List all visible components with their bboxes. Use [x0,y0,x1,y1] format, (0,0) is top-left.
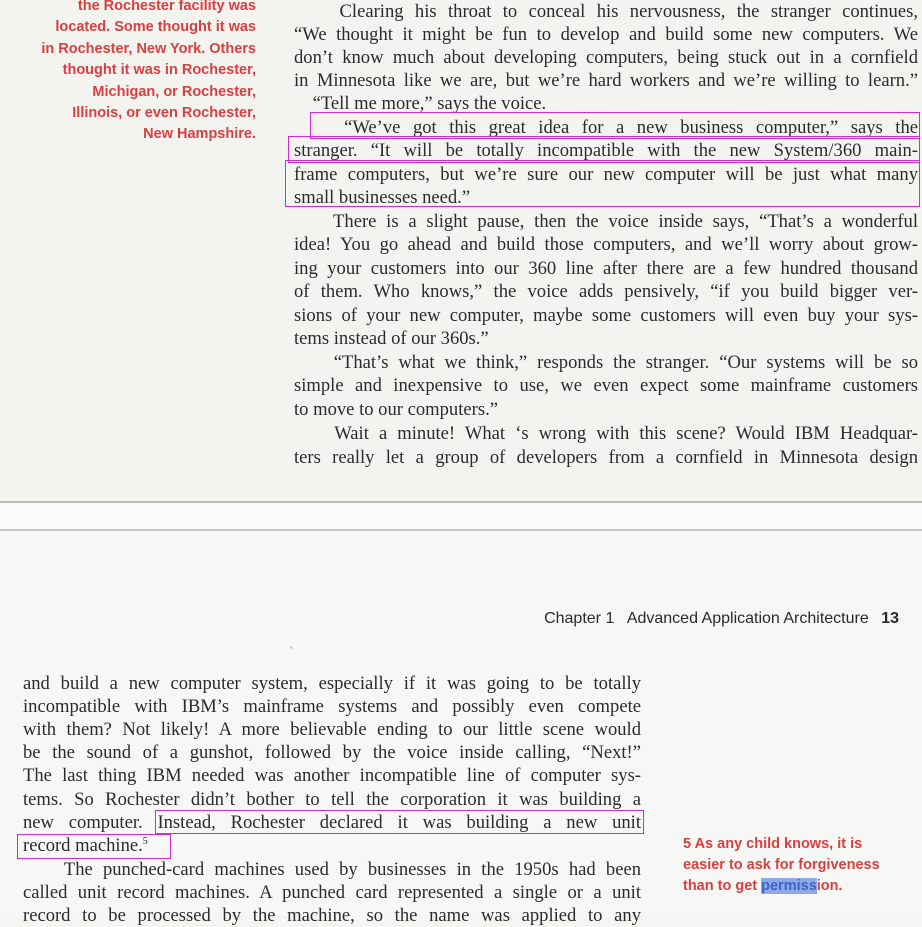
body-text-line [23,834,641,857]
footnote-text: than to get [683,878,762,894]
body-text-line: stranger. “It will be totally incompatible with the new System/360 main- [294,140,918,161]
footnote-text: ion. [816,878,843,894]
chapter-label: Chapter 1 [544,610,615,627]
line-text: record machine. [23,835,143,856]
margin-note-line: the Rochester facility was [77,0,256,14]
body-text-line: and build a new computer system, especially if it was going to be totally [23,673,641,694]
body-text-line: small businesses need.” [294,187,471,208]
body-text-line: record to be processed by the machine, so the name was applied to any [23,905,641,926]
body-text-line: incompatible with IBM’s mainframe systems and possibly even compete [23,696,641,717]
margin-note-line: New Hampshire. [143,126,256,143]
footnote [683,834,903,897]
body-text-line: simple and inexpensive to use, we even expect some mainframe customers [294,375,918,396]
body-text-line: “We’ve got this great idea for a new business computer,” says the [294,117,918,138]
body-text-line: frame computers, but we’re sure our new computer will be just what many [294,164,918,185]
scan-speck: ‘ [290,645,293,654]
body-text-line: idea! You go ahead and build those computers, and we’ll worry about grow- [294,234,918,255]
footnote-text: easier to ask for forgiveness [683,857,880,873]
footnote-reference: 5 [142,836,148,847]
body-text-line: tems instead of our 360s.” [294,328,489,349]
body-text-line: The last thing IBM needed was another incompatible line of computer sys- [23,765,641,786]
chapter-title: Advanced Application Architecture [626,610,869,627]
margin-note-line: Michigan, or Rochester, [92,83,256,100]
body-text-line: in Minnesota like we are, but we’re hard workers and we’re willing to learn.” [294,70,918,91]
body-text-line: “Tell me more,” says the voice. [294,93,547,114]
body-text-line: ing your customers into our 360 line after there are a few hundred thousand [294,258,918,279]
page-separator [0,501,922,531]
bottom-page [0,531,922,926]
margin-note-line: thought it was in Rochester, [62,62,256,79]
margin-note [30,0,256,146]
footnote-text: As any child knows, it is [694,836,863,852]
margin-note-line: located. Some thought it was [55,19,256,36]
body-text-line: The punched-card machines used by businesses in the 1950s had been [23,859,641,880]
body-text-line: “That’s what we think,” responds the stranger. “Our systems will be so [294,352,918,373]
body-text-line: be the sound of a gunshot, followed by the voice inside calling, “Next!” [23,742,641,763]
body-text-line: new computer. Instead, Rochester declared it was building a new unit [23,812,641,833]
footnote-line [683,834,903,855]
margin-note-line: Illinois, or even Rochester, [72,105,256,122]
body-text-line: Clearing his throat to conceal his nervousness, the stranger continues, [294,1,918,22]
footnote-number: 5 [683,836,692,852]
running-head [544,610,899,628]
body-text-line: to move to our computers.” [294,399,498,420]
body-text-line: Wait a minute! What ‘s wrong with this scene? Would IBM Headquar- [294,423,918,444]
footnote-line [683,876,903,897]
selected-text[interactable]: permiss [761,878,817,894]
body-text-line: called unit record machines. A punched card represented a single or a unit [23,882,641,903]
body-text-line: tems. So Rochester didn’t bother to tell the corporation it was building a [23,789,641,810]
body-text-line: sions of your new computer, maybe some customers will even buy your sys- [294,305,918,326]
margin-note-line: in Rochester, New York. Others [41,40,256,57]
body-text-line: with them? Not likely! A more believable ending to our little scene would [23,719,641,740]
body-text-line: of them. Who knows,” the voice adds pensively, “if you build bigger ver- [294,281,918,302]
body-text-line: don’t know much about developing computers, being stuck out in a cornfield [294,47,918,68]
body-text-line: “We thought it might be fun to develop and build some new computers. We [294,24,918,45]
page-number: 13 [881,610,899,627]
body-text-line: There is a slight pause, then the voice inside says, “That’s a wonderful [294,211,918,232]
body-text-line: ters really let a group of developers from a cornfield in Minnesota design [294,447,918,468]
